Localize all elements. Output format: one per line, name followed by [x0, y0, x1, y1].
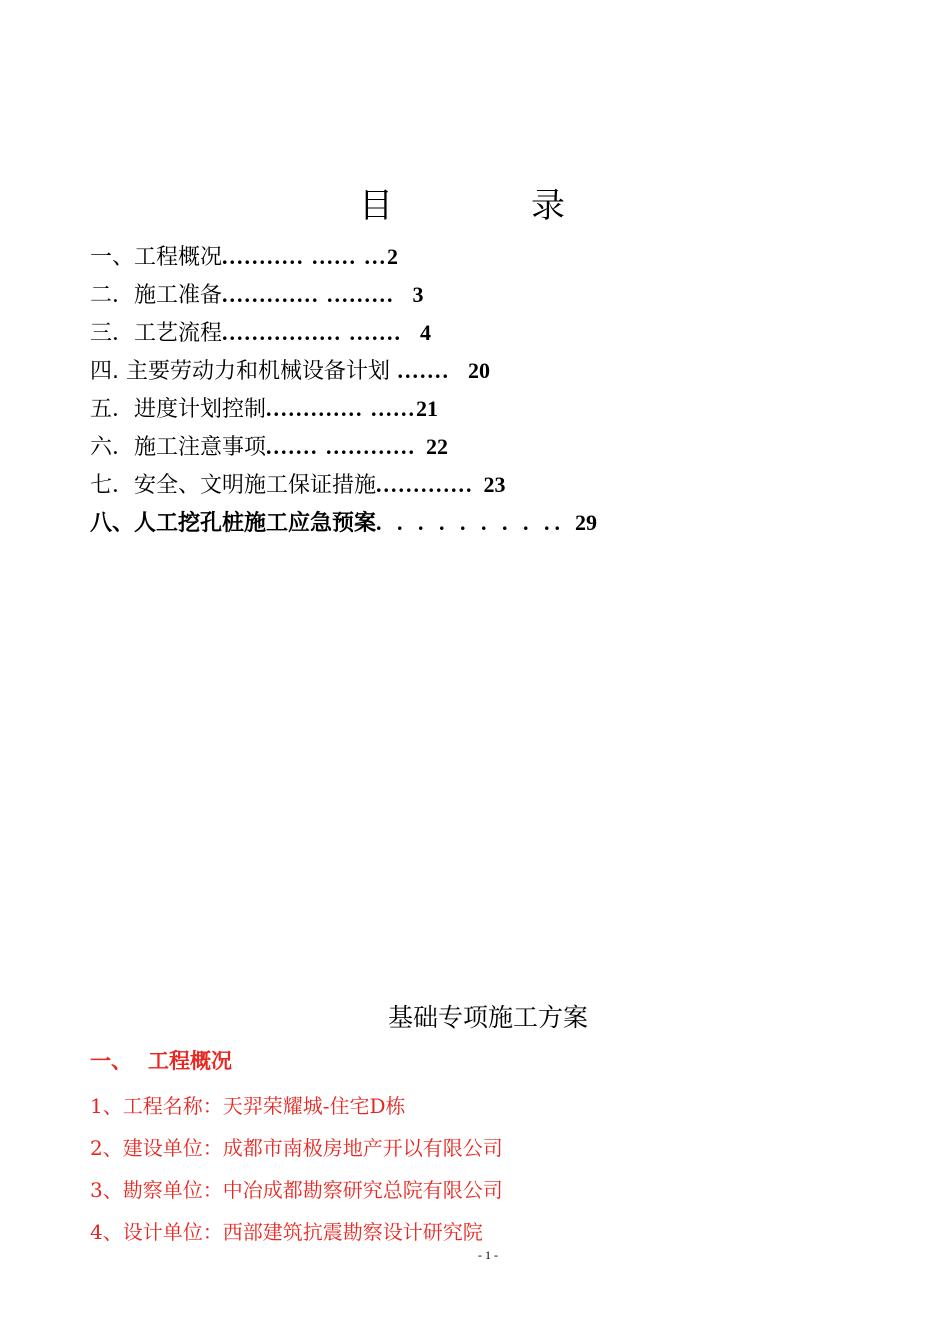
toc-entry-leader: ................ ....... — [222, 320, 403, 345]
toc-entry-page: 4 — [420, 320, 432, 345]
toc-entry-title: 二．施工准备 — [90, 283, 223, 308]
page-number: - 1 - — [478, 1248, 498, 1262]
toc-entry-page: 20 — [468, 358, 490, 383]
toc-entry-leader: ........... ...... ... — [222, 244, 388, 269]
toc-entry[interactable] — [90, 508, 597, 538]
survey-unit-item: 3、勘察单位：中冶成都勘察研究总院有限公司 — [90, 1178, 503, 1202]
toc-entry[interactable] — [90, 318, 431, 348]
construction-unit-item: 2、建设单位：成都市南极房地产开以有限公司 — [90, 1136, 503, 1160]
toc-entry[interactable] — [90, 432, 448, 462]
toc-entry-leader: . . . . . . . . .. — [376, 510, 566, 535]
toc-entry-leader: ............. ...... — [266, 396, 417, 421]
toc-entry[interactable] — [90, 356, 490, 386]
section-title: 工程概况 — [148, 1049, 232, 1073]
toc-entry-leader: ............. ......... — [222, 282, 395, 307]
design-unit-item: 4、设计单位：西部建筑抗震勘察设计研究院 — [90, 1220, 483, 1244]
toc-entry-leader: ....... — [390, 358, 450, 383]
section-heading — [90, 1045, 232, 1075]
toc-entry[interactable] — [90, 280, 424, 310]
toc-entry-title: 一、工程概况 — [90, 245, 223, 270]
toc-entry-title: 五．进度计划控制 — [90, 397, 267, 422]
toc-entry-page: 23 — [483, 472, 506, 497]
toc-entry-title: 八、人工挖孔桩施工应急预案 — [90, 511, 377, 536]
project-name-item: 1、工程名称：天羿荣耀城-住宅D栋 — [90, 1094, 406, 1118]
toc-entry-page: 29 — [575, 510, 598, 535]
section-number: 一、 — [90, 1049, 132, 1073]
toc-entry-page: 2 — [387, 244, 399, 269]
toc-entry-title: 七．安全、文明施工保证措施 — [90, 473, 377, 498]
toc-heading: 目 录 — [359, 186, 617, 226]
toc-entry[interactable] — [90, 470, 506, 500]
toc-entry-leader: ............. — [376, 472, 474, 497]
toc-entry-page: 21 — [416, 396, 439, 421]
toc-entry-title: 三．工艺流程 — [90, 321, 223, 346]
toc-entry-leader: ....... ............ — [266, 434, 417, 459]
toc-entry-page: 3 — [412, 282, 424, 307]
toc-entry-title: 六．施工注意事项 — [90, 435, 267, 460]
toc-entry[interactable] — [90, 242, 398, 272]
toc-entry-title: 四. 主要劳动力和机械设备计划 — [90, 359, 390, 384]
toc-entry-page: 22 — [426, 434, 449, 459]
document-title: 基础专项施工方案 — [387, 1003, 588, 1032]
toc-entry[interactable] — [90, 394, 438, 424]
